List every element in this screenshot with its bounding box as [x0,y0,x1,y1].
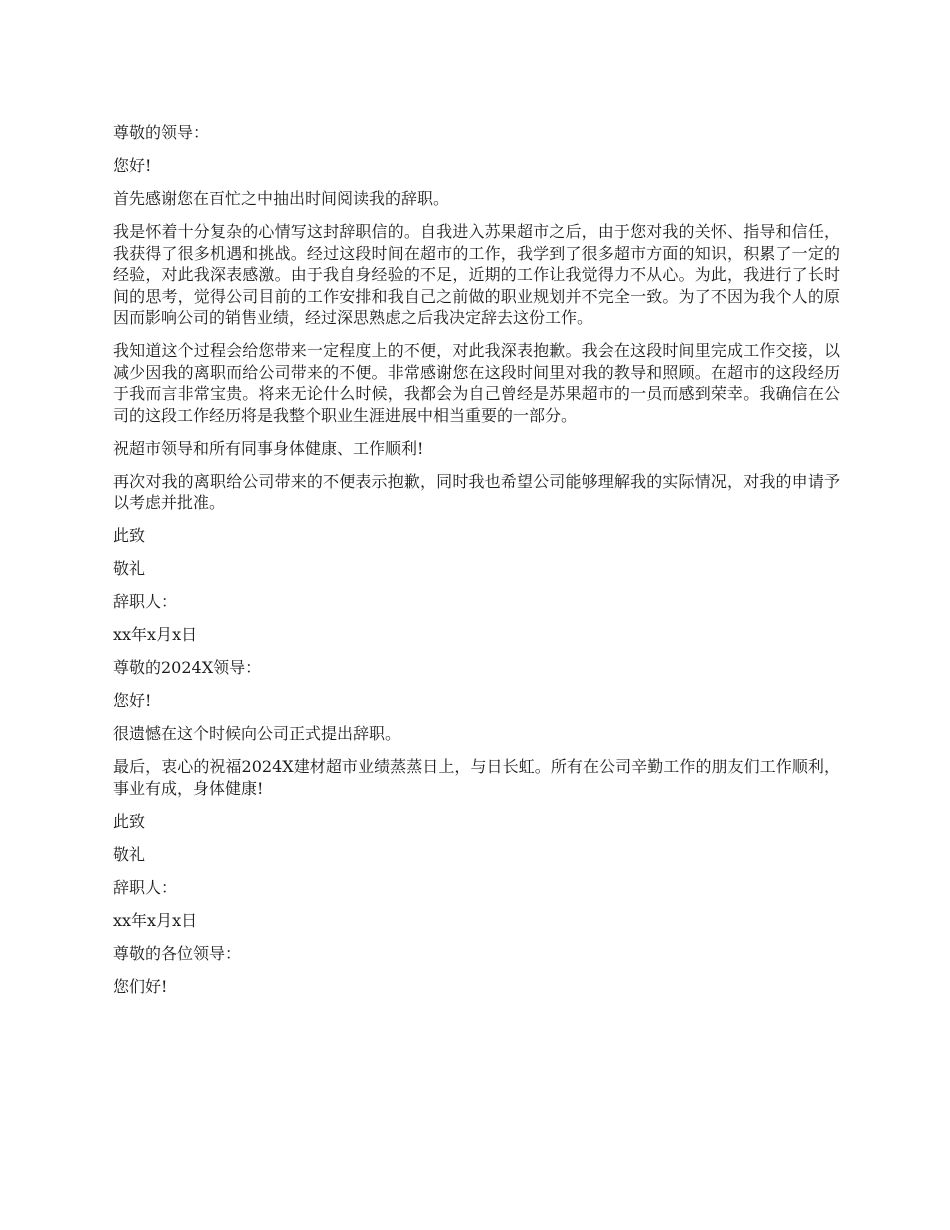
closing-line: 敬礼 [113,559,146,578]
body-paragraph: 祝超市领导和所有同事身体健康、工作顺利! [113,438,424,458]
document-page [113,122,840,1009]
greeting: 您好! [113,156,152,175]
greeting: 您们好! [113,976,168,996]
closing-line: 此致 [113,526,146,545]
body-paragraph: 我是怀着十分复杂的心情写这封辞职信的。自我进入苏果超市之后，由于您对我的关怀、指导和信任，我获得了很多机遇和挑战。经过这段时间在超市的工作，我学到了很多超市方面的知识，积累了一定的经验，对此我深表感激。由于我自身经验的不足，近期的工作让我觉得力不从心。为此，我进行了长时间的思考，觉得公司目前的工作安排和我自己之前做的职业规划并不完全一致。为了不因为我个人的原因而影响公司的销售业绩，经过深思熟虑之后我决定辞去这份工作。 [113,222,840,327]
body-paragraph: 最后，衷心的祝福2024X建材超市业绩蒸蒸日上，与日长虹。所有在公司辛勤工作的朋友们工作顺利，事业有成，身体健康! [113,757,840,798]
date-line: xx年x月x日 [113,910,198,930]
body-paragraph: 首先感谢您在百忙之中抽出时间阅读我的辞职。 [113,189,450,208]
salutation: 尊敬的2024X领导： [113,658,262,677]
body-paragraph: 很遗憾在这个时候向公司正式提出辞职。 [113,724,402,743]
date-line: xx年x月x日 [113,625,198,644]
body-paragraph: 再次对我的离职给公司带来的不便表示抱歉，同时我也希望公司能够理解我的实际情况，对我的申请予以考虑并批准。 [113,471,840,512]
salutation: 尊敬的领导： [113,123,210,142]
body-paragraph: 我知道这个过程会给您带来一定程度上的不便，对此我深表抱歉。我会在这段时间里完成工作交接，以减少因我的离职而给公司带来的不便。非常感谢您在这段时间里对我的教导和照顾。在超市的这段经历于我而言非常宝贵。将来无论什么时候，我都会为自己曾经是苏果超市的一员而感到荣幸。我确信在公司的这段工作经历将是我整个职业生涯进展中相当重要的一部分。 [113,341,840,425]
signature-label: 辞职人： [113,877,178,897]
salutation: 尊敬的各位领导： [113,943,242,963]
signature-label: 辞职人： [113,592,178,611]
greeting: 您好! [113,691,152,710]
closing-line: 敬礼 [113,844,146,864]
closing-line: 此致 [113,811,146,831]
